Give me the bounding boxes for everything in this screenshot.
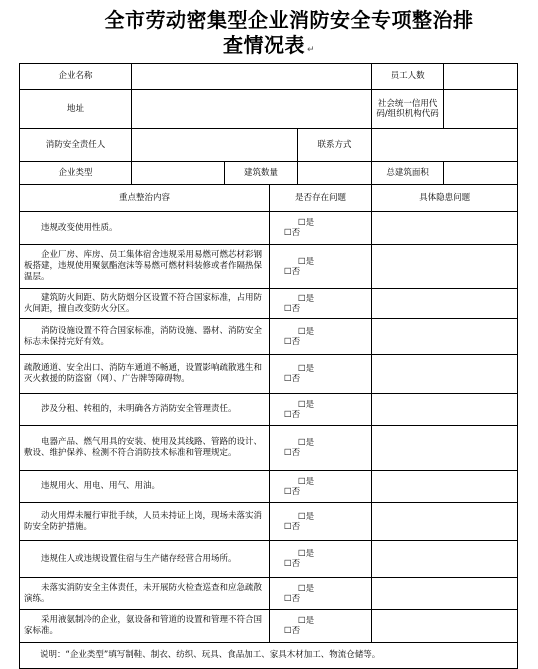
table-row — [20, 503, 518, 541]
details-field[interactable] — [372, 245, 518, 289]
credit-code-label: 社会统一信用代码/组织机构代码 — [372, 90, 444, 129]
table-row — [20, 426, 518, 471]
building-count-field[interactable] — [298, 162, 372, 185]
safety-officer-label: 消防安全责任人 — [20, 129, 132, 162]
table-row — [20, 245, 518, 289]
item-text: 违规用火、用电、用气、用油。 — [20, 471, 270, 503]
item-text: 建筑防火间距、防火防烟分区设置不符合国家标准，占用防火间距，擅自改变防火分区。 — [20, 289, 270, 319]
details-field[interactable] — [372, 394, 518, 426]
yes-no-checkbox[interactable]: ☐是 ☐否 — [270, 245, 372, 289]
item-text: 违规住人或违规设置住宿与生产储存经营合用场所。 — [20, 541, 270, 578]
address-label: 地址 — [20, 90, 132, 129]
address-field[interactable] — [132, 90, 372, 129]
header-content: 重点整治内容 — [20, 185, 270, 212]
table-row — [20, 289, 518, 319]
item-text: 动火用焊未履行审批手续，人员未持证上岗，现场未落实消防安全防护措施。 — [20, 503, 270, 541]
details-field[interactable] — [372, 289, 518, 319]
item-text: 采用液氨制冷的企业，氨设备和管道的设置和管理不符合国家标准。 — [20, 610, 270, 643]
item-text: 消防设施设置不符合国家标准，消防设施、器材、消防安全标志未保持完好有效。 — [20, 319, 270, 355]
item-text: 未落实消防安全主体责任，未开展防火检查巡查和应急疏散演练。 — [20, 578, 270, 610]
yes-no-checkbox[interactable]: ☐是 ☐否 — [270, 503, 372, 541]
item-text: 疏散通道、安全出口、消防车通道不畅通，设置影响疏散逃生和灭火救援的防盗窗（网）、广告牌等障碍物。 — [20, 355, 270, 394]
inspection-table — [19, 63, 518, 669]
table-row — [20, 541, 518, 578]
contact-label: 联系方式 — [298, 129, 372, 162]
company-name-field[interactable] — [132, 64, 372, 90]
details-field[interactable] — [372, 578, 518, 610]
details-field[interactable] — [372, 319, 518, 355]
total-area-label: 总建筑面积 — [372, 162, 444, 185]
company-type-label: 企业类型 — [20, 162, 132, 185]
yes-no-checkbox[interactable]: ☐是 ☐否 — [270, 394, 372, 426]
header-details: 具体隐患问题 — [372, 185, 518, 212]
details-field[interactable] — [372, 212, 518, 245]
yes-no-checkbox[interactable]: ☐是 ☐否 — [270, 426, 372, 471]
details-field[interactable] — [372, 503, 518, 541]
item-text: 企业厂房、库房、员工集体宿舍违规采用易燃可燃芯材彩钢板搭建，违规使用聚氨酯泡沫等易燃可燃材料装修或者作隔热保温层。 — [20, 245, 270, 289]
form-title-line-2: 查情况表 ↵ — [222, 33, 316, 57]
table-row — [20, 578, 518, 610]
item-text: 违规改变使用性质。 — [20, 212, 270, 245]
company-type-field[interactable] — [132, 162, 225, 185]
yes-no-checkbox[interactable]: ☐是 ☐否 — [270, 471, 372, 503]
paragraph-mark-icon: ↵ — [306, 45, 316, 55]
table-row — [20, 471, 518, 503]
details-field[interactable] — [372, 355, 518, 394]
table-row — [20, 610, 518, 643]
yes-no-checkbox[interactable]: ☐是 ☐否 — [270, 541, 372, 578]
yes-no-checkbox[interactable]: ☐是 ☐否 — [270, 578, 372, 610]
yes-no-checkbox[interactable]: ☐是 ☐否 — [270, 355, 372, 394]
company-name-label: 企业名称 — [20, 64, 132, 90]
yes-no-checkbox[interactable]: ☐是 ☐否 — [270, 212, 372, 245]
form-title — [0, 8, 538, 63]
yes-no-checkbox[interactable]: ☐是 ☐否 — [270, 289, 372, 319]
table-row — [20, 319, 518, 355]
employee-count-label: 员工人数 — [372, 64, 444, 90]
table-row — [20, 212, 518, 245]
table-row — [20, 394, 518, 426]
item-text: 电器产品、燃气用具的安装、使用及其线路、管路的设计、敷设、维护保养、检测不符合消防技术标准和管理规定。 — [20, 426, 270, 471]
header-exists: 是否存在问题 — [270, 185, 372, 212]
building-count-label: 建筑数量 — [225, 162, 298, 185]
details-field[interactable] — [372, 541, 518, 578]
details-field[interactable] — [372, 610, 518, 643]
credit-code-field[interactable] — [444, 90, 518, 129]
total-area-field[interactable] — [444, 162, 518, 185]
details-field[interactable] — [372, 471, 518, 503]
yes-no-checkbox[interactable]: ☐是 ☐否 — [270, 319, 372, 355]
contact-field[interactable] — [372, 129, 518, 162]
employee-count-field[interactable] — [444, 64, 518, 90]
form-title-line-1: 全市劳动密集型企业消防安全专项整治排 — [104, 8, 474, 32]
item-text: 涉及分租、转租的，未明确各方消防安全管理责任。 — [20, 394, 270, 426]
details-field[interactable] — [372, 426, 518, 471]
safety-officer-field[interactable] — [132, 129, 298, 162]
table-row — [20, 355, 518, 394]
table-note: 说明：“企业类型”填写制鞋、制衣、纺织、玩具、食品加工、家具木材加工、物流仓储等。 — [20, 643, 518, 669]
yes-no-checkbox[interactable]: ☐是 ☐否 — [270, 610, 372, 643]
